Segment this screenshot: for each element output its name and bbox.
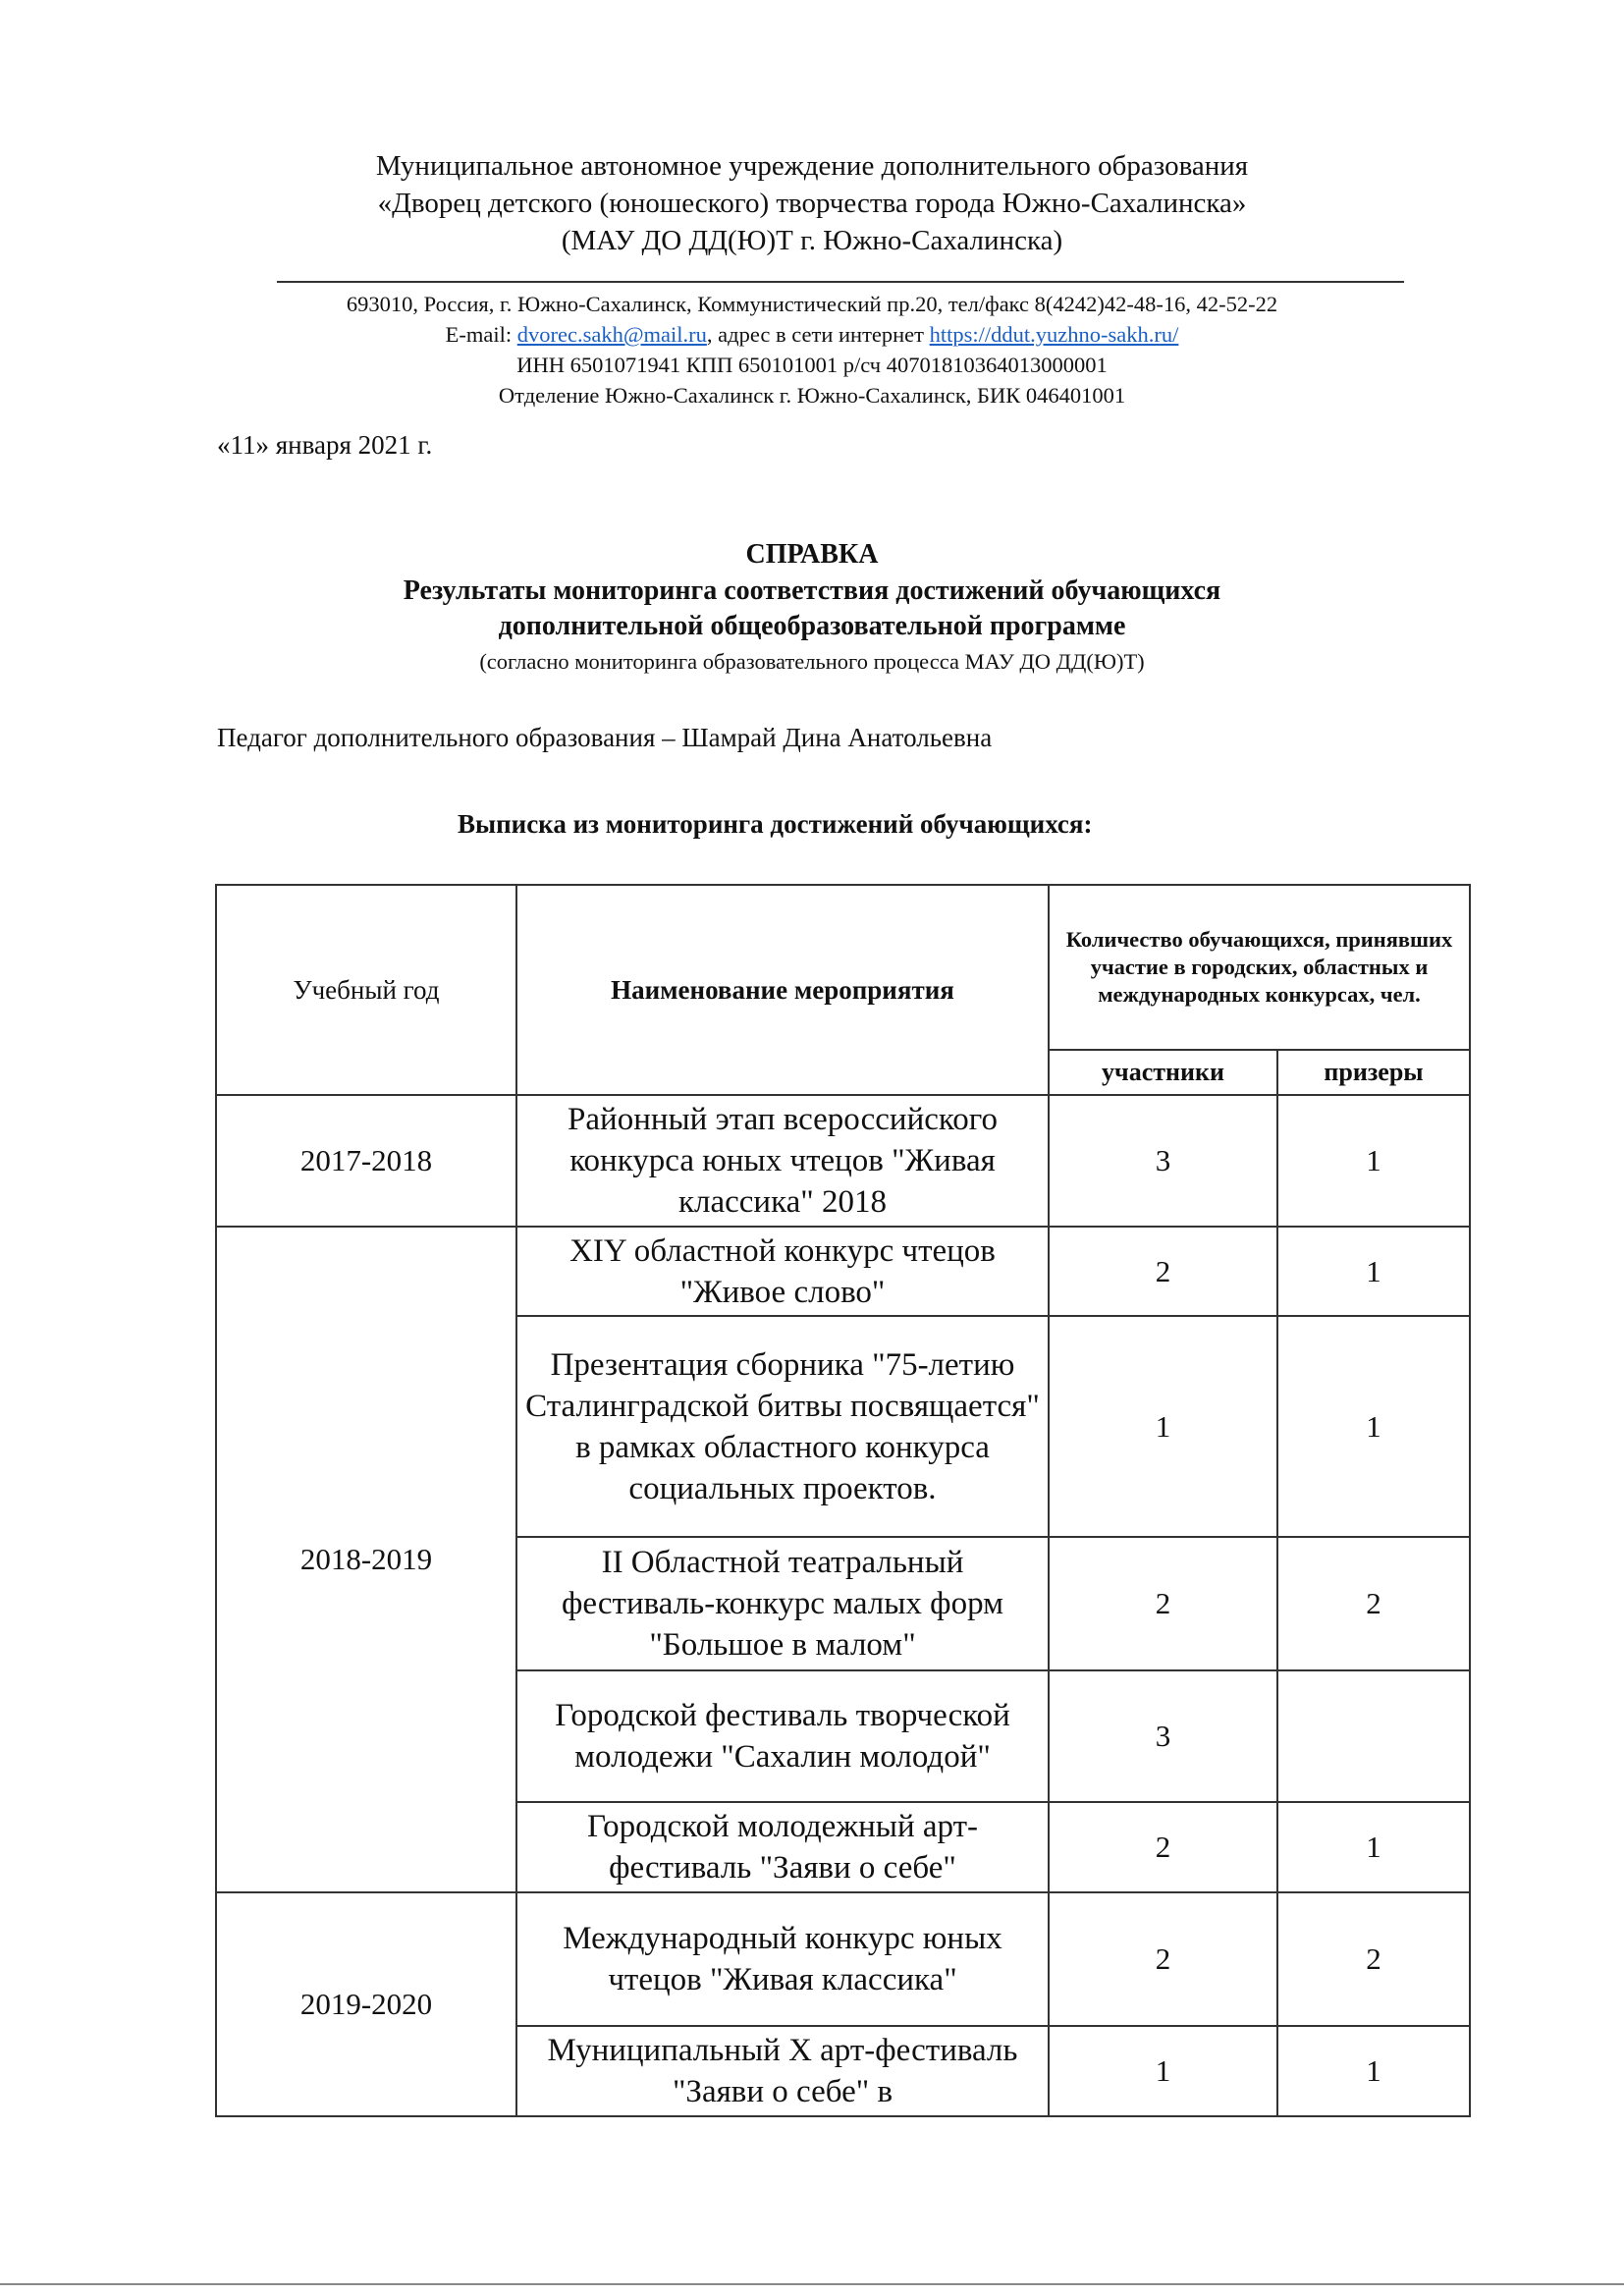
winners-cell: 1 — [1277, 1095, 1470, 1227]
participants-cell: 1 — [1049, 2026, 1277, 2116]
winners-cell — [1277, 1670, 1470, 1802]
table-row — [216, 1095, 1470, 1227]
header-event: Наименование мероприятия — [516, 885, 1049, 1095]
document-date: «11» января 2021 г. — [217, 430, 433, 460]
event-cell: Муниципальный X арт-фестиваль "Заяви о себе" в — [516, 2026, 1049, 2116]
email-web-line — [0, 319, 1624, 350]
table-row — [216, 1892, 1470, 2026]
subtitle-line-2: дополнительной общеобразовательной программе — [498, 611, 1126, 641]
event-cell: Презентация сборника "75-летию Сталинградской битвы посвящается" в рамках областного конкурса социальных проектов. — [516, 1316, 1049, 1537]
teacher-line: Педагог дополнительного образования – Шамрай Дина Анатольевна — [217, 723, 993, 752]
monitoring-table — [215, 884, 1471, 2117]
address: 693010, Россия, г. Южно-Сахалинск, Коммунистический пр.20, тел/факс 8(4242)42-48-16, 42-52-22 — [346, 292, 1278, 316]
web-label: , адрес в сети интернет — [706, 322, 930, 347]
email-label: E-mail: — [445, 322, 517, 347]
email-link[interactable]: dvorec.sakh@mail.ru — [516, 322, 707, 347]
extract-title: Выписка из мониторинга достижений обучающихся: — [458, 809, 1093, 839]
document-note: (согласно мониторинга образовательного процесса МАУ ДО ДД(Ю)Т) — [479, 649, 1145, 674]
participants-cell: 3 — [1049, 1670, 1277, 1802]
event-cell: Районный этап всероссийского конкурса юных чтецов "Живая классика" 2018 — [516, 1095, 1049, 1227]
table-row — [216, 1227, 1470, 1316]
organization-header — [0, 147, 1624, 259]
participants-cell: 1 — [1049, 1316, 1277, 1537]
header-divider — [277, 281, 1404, 283]
winners-cell: 2 — [1277, 1892, 1470, 2026]
year-cell: 2018-2019 — [216, 1227, 516, 1892]
header-count: Количество обучающихся, принявших участие в городских, областных и международных конкурсах, чел. — [1049, 885, 1470, 1050]
event-cell: Международный конкурс юных чтецов "Живая классика" — [516, 1892, 1049, 2026]
subtitle-line-1: Результаты мониторинга соответствия достижений обучающихся — [403, 575, 1221, 606]
year-cell: 2019-2020 — [216, 1892, 516, 2116]
event-cell: XIY областной конкурс чтецов "Живое слово" — [516, 1227, 1049, 1316]
bank-branch: Отделение Южно-Сахалинск г. Южно-Сахалинск, БИК 046401001 — [498, 383, 1126, 408]
event-cell: Городской молодежный арт-фестиваль "Заяви о себе" — [516, 1802, 1049, 1892]
participants-cell: 2 — [1049, 1892, 1277, 2026]
winners-cell: 1 — [1277, 1227, 1470, 1316]
event-cell: II Областной театральный фестиваль-конкурс малых форм "Большое в малом" — [516, 1537, 1049, 1670]
org-line-3: (МАУ ДО ДД(Ю)Т г. Южно-Сахалинска) — [561, 225, 1063, 256]
winners-cell: 1 — [1277, 2026, 1470, 2116]
table-header-row — [216, 885, 1470, 1050]
participants-cell: 2 — [1049, 1227, 1277, 1316]
header-year: Учебный год — [216, 885, 516, 1095]
winners-cell: 1 — [1277, 1316, 1470, 1537]
winners-cell: 1 — [1277, 1802, 1470, 1892]
website-link[interactable]: https://ddut.yuzhno-sakh.ru/ — [929, 322, 1179, 347]
year-cell: 2017-2018 — [216, 1095, 516, 1227]
org-line-2: «Дворец детского (юношеского) творчества города Южно-Сахалинска» — [377, 188, 1247, 219]
winners-cell: 2 — [1277, 1537, 1470, 1670]
participants-cell: 3 — [1049, 1095, 1277, 1227]
page-bottom-edge — [0, 2283, 1624, 2285]
participants-cell: 2 — [1049, 1802, 1277, 1892]
bank-details: ИНН 6501071941 КПП 650101001 р/сч 40701810364013000001 — [516, 353, 1108, 377]
document-title: СПРАВКА — [745, 539, 879, 570]
document-subtitle — [0, 574, 1624, 644]
org-line-1: Муниципальное автономное учреждение дополнительного образования — [375, 150, 1249, 182]
event-cell: Городской фестиваль творческой молодежи "Сахалин молодой" — [516, 1670, 1049, 1802]
participants-cell: 2 — [1049, 1537, 1277, 1670]
contact-block — [0, 289, 1624, 410]
header-participants: участники — [1049, 1050, 1277, 1095]
header-winners: призеры — [1277, 1050, 1470, 1095]
